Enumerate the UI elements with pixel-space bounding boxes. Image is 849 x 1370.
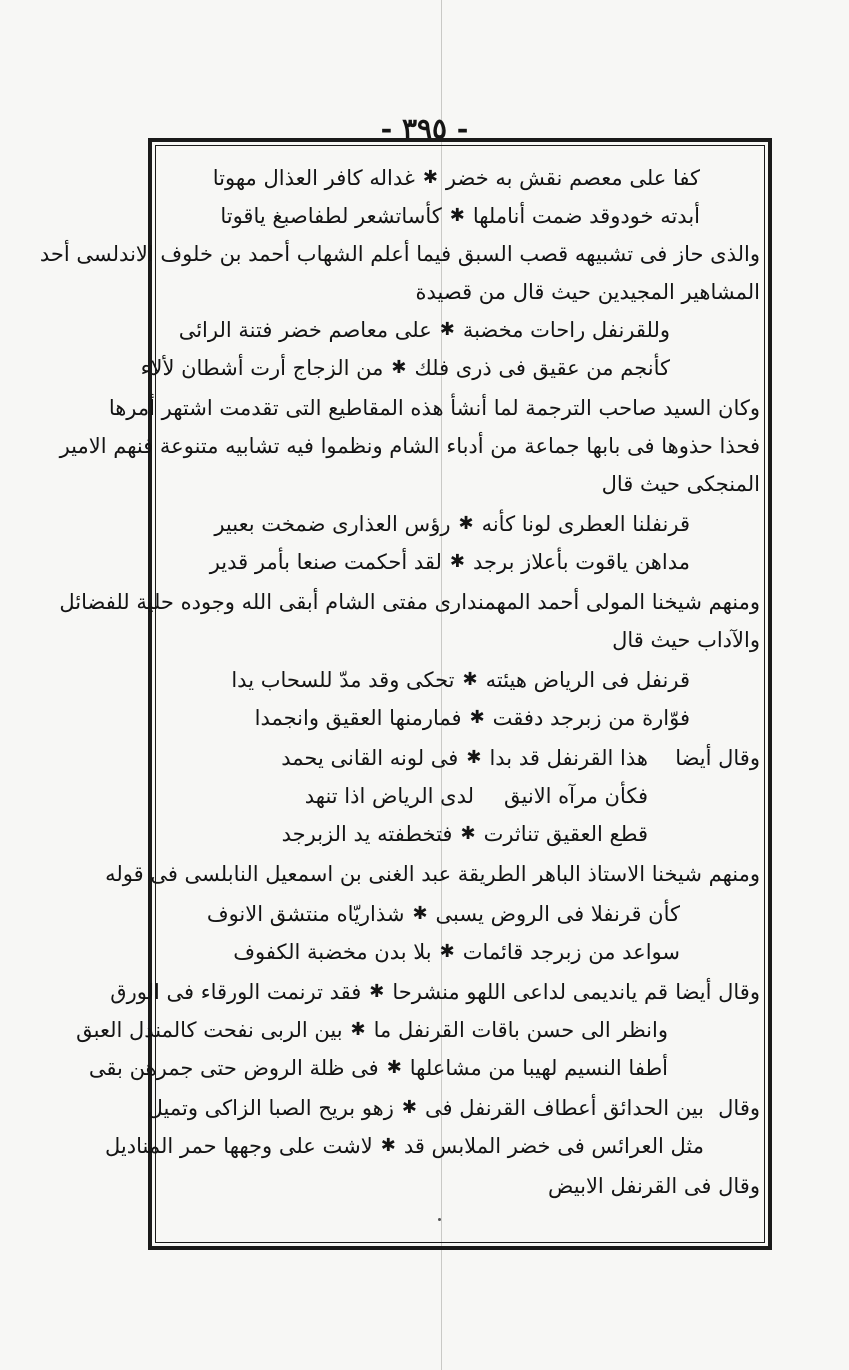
- verse-line: [80, 312, 760, 348]
- verse-separator-star: ✱: [391, 357, 407, 378]
- verse-second-hemistich: تحكى وقد مدّ للسحاب يدا: [231, 668, 455, 692]
- verse-second-hemistich: من الزجاج أرت أشطان لألاء: [140, 356, 384, 380]
- verse-first-hemistich: قرنفل فى الرياض هيئته: [485, 668, 690, 692]
- verse-first-hemistich: قرنفلنا العطرى لونا كأنه: [481, 512, 690, 536]
- verse-first-hemistich: كأن قرنفلا فى الروض يسبى: [435, 902, 680, 926]
- verse-separator-star: ✱: [380, 1135, 396, 1156]
- verse-separator-star: ✱: [460, 823, 476, 844]
- verse-separator-star: ✱: [449, 205, 465, 226]
- prose-line: ومنهم شيخنا المولى أحمد المهمندارى مفتى الشام أبقى الله وجوده حلية للفضائل: [59, 590, 760, 614]
- verse-first-hemistich: قم يانديمى لداعى اللهو منشرحا: [392, 980, 668, 1004]
- verse-second-hemistich: فى لونه القانى يحمد: [281, 746, 459, 770]
- verse-line: [100, 662, 760, 698]
- verse-first-hemistich: أطفا النسيم لهيبا من مشاعلها: [409, 1056, 668, 1080]
- verse-separator-star: ✱: [369, 981, 385, 1002]
- verse-second-hemistich: لدى الرياض اذا تنهد: [304, 784, 474, 808]
- prose-line: فحذا حذوها فى بابها جماعة من أدباء الشام ونظموا فيه تشابيه متنوعة فنهم الامير: [59, 434, 760, 458]
- verse-line: [110, 160, 760, 196]
- verse-first-hemistich: كأنجم من عقيق فى ذرى فلك: [414, 356, 670, 380]
- page-text-block: [39, 160, 760, 1240]
- verse-second-hemistich: رؤس العذارى ضمخت بعبير: [214, 512, 451, 536]
- verse-second-hemistich: على معاصم خضر فتنة الرائى: [178, 318, 432, 342]
- verse-line: [90, 896, 760, 932]
- verse-line: [58, 778, 760, 814]
- verse-first-hemistich: فكأن مرآه الانيق: [504, 784, 648, 808]
- verse-separator-star: ✱: [412, 903, 428, 924]
- prose-line: والآداب حيث قال: [612, 628, 760, 652]
- verse-line: [90, 934, 760, 970]
- verse-second-hemistich: فقد ترنمت الورقاء فى الورق: [110, 980, 362, 1004]
- verse-line: [100, 544, 760, 580]
- verse-separator-star: ✱: [350, 1019, 366, 1040]
- prose-line: ومنهم شيخنا الاستاذ الباهر الطريقة عبد الغنى بن اسمعيل النابلسى فى قوله: [105, 862, 760, 886]
- verse-separator-star: ✱: [422, 167, 438, 188]
- verse-separator-star: ✱: [439, 941, 455, 962]
- verse-line: [78, 1050, 760, 1086]
- verse-separator-star: ✱: [469, 707, 485, 728]
- page-number: - ٣٩٥ -: [380, 112, 469, 145]
- verse-intro-marker: وقال أيضا: [675, 980, 760, 1004]
- verse-second-hemistich: شذاريّاه منتشق الانوف: [206, 902, 405, 926]
- verse-second-hemistich: بين الربى نفحت كالمندل العبق: [76, 1018, 343, 1042]
- prose-line: المشاهير المجيدين حيث قال من قصيدة: [415, 280, 760, 304]
- verse-line: [110, 198, 760, 234]
- verse-first-hemistich: وانظر الى حسن باقات القرنفل ما: [373, 1018, 668, 1042]
- verse-first-hemistich: بين الحدائق أعطاف القرنفل فى: [425, 1096, 704, 1120]
- verse-first-hemistich: هذا القرنفل قد بدا: [489, 746, 648, 770]
- verse-intro-marker: وقال أيضا: [675, 746, 760, 770]
- verse-first-hemistich: وللقرنفل راحات مخضبة: [462, 318, 670, 342]
- verse-line: [100, 700, 760, 736]
- verse-line: [78, 1012, 760, 1048]
- prose-line: المنجكى حيث قال: [601, 472, 760, 496]
- prose-line: وكان السيد صاحب الترجمة لما أنشأ هذه المقاطيع التى تقدمت اشتهر أمرها: [108, 396, 760, 420]
- verse-second-hemistich: لاشت على وجهها حمر المناديل: [105, 1134, 373, 1158]
- verse-line: [105, 1128, 760, 1164]
- verse-separator-star: ✱: [386, 1057, 402, 1078]
- verse-first-hemistich: قطع العقيق تناثرت: [483, 822, 648, 846]
- verse-first-hemistich: مثل العرائس فى خضر الملابس قد: [403, 1134, 704, 1158]
- verse-first-hemistich: أبدته خودوقد ضمت أناملها: [472, 204, 700, 228]
- verse-separator-star: ✱: [449, 551, 466, 572]
- verse-second-hemistich: فمارمنها العقيق وانجمدا: [254, 706, 462, 730]
- verse-second-hemistich: غداله كافر العذال مهوتا: [212, 166, 415, 190]
- verse-second-hemistich: لقد أحكمت صنعا بأمر قدير: [209, 550, 442, 574]
- verse-separator-gap: [482, 778, 496, 814]
- verse-line-with-marker: [170, 740, 760, 776]
- verse-separator-star: ✱: [462, 669, 478, 690]
- verse-line: [100, 506, 760, 542]
- verse-line-with-marker: [147, 1090, 760, 1126]
- verse-separator-star: ✱: [458, 513, 474, 534]
- verse-separator-star: ✱: [439, 319, 455, 340]
- verse-separator-star: ✱: [401, 1097, 417, 1118]
- verse-first-hemistich: سواعد من زبرجد قائمات: [462, 940, 680, 964]
- verse-line: [80, 350, 760, 386]
- verse-line: [58, 816, 760, 852]
- verse-second-hemistich: فتخطفته يد الزبرجد: [281, 822, 453, 846]
- prose-line: وقال فى القرنفل الابيض: [548, 1174, 760, 1198]
- verse-first-hemistich: مداهن ياقوت بأعلاز برجد: [473, 550, 690, 574]
- prose-line: والذى حاز فى تشبيهه قصب السبق فيما أعلم الشهاب أحمد بن خلوف الاندلسى أحد: [39, 242, 760, 266]
- verse-separator-star: ✱: [466, 747, 482, 768]
- verse-second-hemistich: كأساتشعر لطفاصبغ ياقوتا: [220, 204, 442, 228]
- verse-first-hemistich: فوّارة من زبرجد دفقت: [492, 706, 690, 730]
- verse-first-hemistich: كفا على معصم نقش به خضر: [445, 166, 700, 190]
- verse-intro-marker: وقال: [718, 1096, 760, 1120]
- verse-second-hemistich: بلا بدن مخضبة الكفوف: [233, 940, 432, 964]
- verse-second-hemistich: زهو بريح الصبا الزاكى وتميل: [147, 1096, 394, 1120]
- verse-second-hemistich: فى ظلة الروض حتى جمرهن بقى: [88, 1056, 379, 1080]
- verse-line-with-marker: [110, 974, 760, 1010]
